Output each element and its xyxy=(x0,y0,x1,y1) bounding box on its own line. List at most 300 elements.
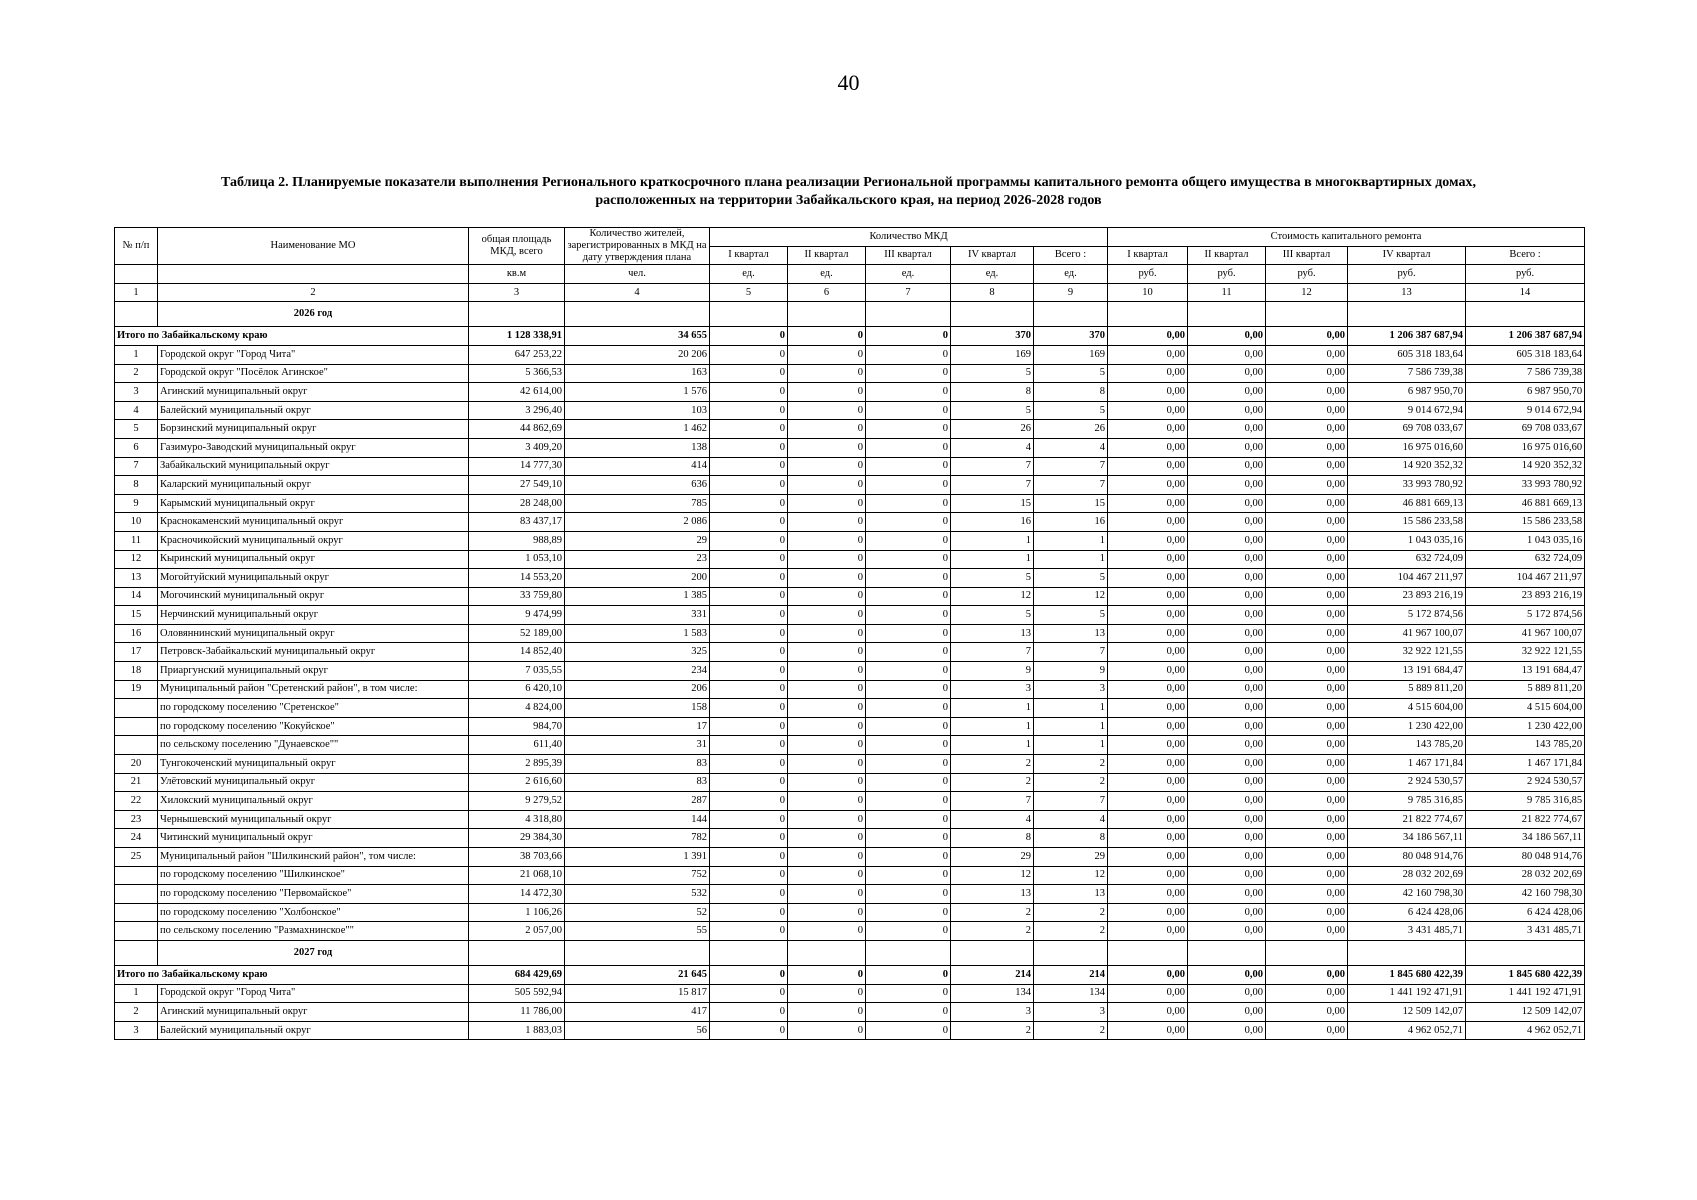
cell-mt: 13 xyxy=(1034,885,1108,904)
cell-m1: 0 xyxy=(710,1021,788,1040)
total-m2: 0 xyxy=(788,327,866,346)
cell-area: 52 189,00 xyxy=(469,624,565,643)
total-row xyxy=(115,965,1585,984)
page-number: 40 xyxy=(837,70,860,95)
cell-m3: 0 xyxy=(866,476,951,495)
table-row xyxy=(115,438,1585,457)
cell-m2: 0 xyxy=(788,829,866,848)
table-row xyxy=(115,643,1585,662)
cell-m4: 169 xyxy=(951,345,1034,364)
cell-ct: 6 987 950,70 xyxy=(1466,383,1585,402)
cell-c4: 143 785,20 xyxy=(1348,736,1466,755)
cell-ct: 5 889 811,20 xyxy=(1466,680,1585,699)
cell-c1: 0,00 xyxy=(1108,513,1188,532)
cell-c3: 0,00 xyxy=(1266,438,1348,457)
header-area: общая площадь МКД, всего xyxy=(469,228,565,265)
cell-res: 1 583 xyxy=(565,624,710,643)
cell-c4: 5 172 874,56 xyxy=(1348,606,1466,625)
cell-ct: 32 922 121,55 xyxy=(1466,643,1585,662)
column-number: 11 xyxy=(1188,283,1266,302)
table-row xyxy=(115,717,1585,736)
cell-c4: 28 032 202,69 xyxy=(1348,866,1466,885)
header-mkd-group: Количество МКД xyxy=(710,228,1108,247)
cell-m1: 0 xyxy=(710,531,788,550)
unit-cell: руб. xyxy=(1266,265,1348,284)
cell-ct: 4 515 604,00 xyxy=(1466,699,1585,718)
cell-m1: 0 xyxy=(710,866,788,885)
total-c2: 0,00 xyxy=(1188,327,1266,346)
cell-ct: 3 431 485,71 xyxy=(1466,922,1585,941)
unit-cell: ед. xyxy=(951,265,1034,284)
cell-res: 1 576 xyxy=(565,383,710,402)
cell-area: 14 852,40 xyxy=(469,643,565,662)
cell-c2: 0,00 xyxy=(1188,922,1266,941)
municipality-name: Городской округ "Город Чита" xyxy=(158,345,469,364)
column-number: 12 xyxy=(1266,283,1348,302)
unit-cell xyxy=(158,265,469,284)
cell-c1: 0,00 xyxy=(1108,717,1188,736)
cell-m2: 0 xyxy=(788,885,866,904)
table-row xyxy=(115,1021,1585,1040)
cell-mt: 4 xyxy=(1034,438,1108,457)
cell-c3: 0,00 xyxy=(1266,606,1348,625)
cell-m1: 0 xyxy=(710,755,788,774)
cell-c4: 21 822 774,67 xyxy=(1348,810,1466,829)
cell-c2: 0,00 xyxy=(1188,364,1266,383)
cell-c4: 41 967 100,07 xyxy=(1348,624,1466,643)
header-cost-group: Стоимость капитального ремонта xyxy=(1108,228,1585,247)
cell-mt: 7 xyxy=(1034,457,1108,476)
cell-c4: 7 586 739,38 xyxy=(1348,364,1466,383)
cell-c3: 0,00 xyxy=(1266,903,1348,922)
cell-c3: 0,00 xyxy=(1266,922,1348,941)
cell-c3: 0,00 xyxy=(1266,1021,1348,1040)
cell-mt: 7 xyxy=(1034,792,1108,811)
row-number xyxy=(115,699,158,718)
year-cell xyxy=(469,940,565,965)
cell-c3: 0,00 xyxy=(1266,345,1348,364)
cell-m4: 2 xyxy=(951,1021,1034,1040)
header-cost-q3: III квартал xyxy=(1266,246,1348,265)
cell-ct: 605 318 183,64 xyxy=(1466,345,1585,364)
cell-mt: 12 xyxy=(1034,866,1108,885)
cell-c1: 0,00 xyxy=(1108,792,1188,811)
municipality-name: по городскому поселению "Первомайское" xyxy=(158,885,469,904)
cell-c3: 0,00 xyxy=(1266,513,1348,532)
table-row xyxy=(115,680,1585,699)
table-row xyxy=(115,773,1585,792)
cell-c3: 0,00 xyxy=(1266,810,1348,829)
year-cell xyxy=(1266,940,1348,965)
cell-c2: 0,00 xyxy=(1188,810,1266,829)
column-number: 3 xyxy=(469,283,565,302)
cell-m1: 0 xyxy=(710,810,788,829)
row-number: 4 xyxy=(115,401,158,420)
cell-area: 14 472,30 xyxy=(469,885,565,904)
table-row xyxy=(115,922,1585,941)
year-cell xyxy=(866,302,951,327)
cell-ct: 13 191 684,47 xyxy=(1466,662,1585,681)
total-res: 21 645 xyxy=(565,965,710,984)
cell-ct: 632 724,09 xyxy=(1466,550,1585,569)
cell-m1: 0 xyxy=(710,984,788,1003)
cell-c3: 0,00 xyxy=(1266,569,1348,588)
cell-m2: 0 xyxy=(788,420,866,439)
cell-m2: 0 xyxy=(788,773,866,792)
cell-mt: 2 xyxy=(1034,922,1108,941)
municipality-name: Каларский муниципальный округ xyxy=(158,476,469,495)
cell-m1: 0 xyxy=(710,922,788,941)
row-number: 15 xyxy=(115,606,158,625)
cell-m4: 29 xyxy=(951,848,1034,867)
row-number xyxy=(115,885,158,904)
cell-c2: 0,00 xyxy=(1188,755,1266,774)
cell-c2: 0,00 xyxy=(1188,792,1266,811)
cell-c4: 6 987 950,70 xyxy=(1348,383,1466,402)
header-mkd-q4: IV квартал xyxy=(951,246,1034,265)
municipality-name: по сельскому поселению "Размахнинское"" xyxy=(158,922,469,941)
total-label: Итого по Забайкальскому краю xyxy=(115,965,469,984)
cell-m4: 2 xyxy=(951,922,1034,941)
table-row xyxy=(115,903,1585,922)
cell-res: 20 206 xyxy=(565,345,710,364)
cell-m3: 0 xyxy=(866,457,951,476)
year-cell xyxy=(866,940,951,965)
cell-c3: 0,00 xyxy=(1266,494,1348,513)
cell-m4: 26 xyxy=(951,420,1034,439)
cell-m2: 0 xyxy=(788,1021,866,1040)
row-number xyxy=(115,903,158,922)
cell-m2: 0 xyxy=(788,569,866,588)
table-row xyxy=(115,624,1585,643)
cell-c1: 0,00 xyxy=(1108,587,1188,606)
cell-m2: 0 xyxy=(788,476,866,495)
cell-m2: 0 xyxy=(788,531,866,550)
cell-c1: 0,00 xyxy=(1108,569,1188,588)
cell-res: 17 xyxy=(565,717,710,736)
table-row xyxy=(115,383,1585,402)
row-number: 13 xyxy=(115,569,158,588)
cell-mt: 1 xyxy=(1034,717,1108,736)
cell-c3: 0,00 xyxy=(1266,848,1348,867)
cell-c2: 0,00 xyxy=(1188,531,1266,550)
year-cell xyxy=(1034,302,1108,327)
municipality-name: Хилокский муниципальный округ xyxy=(158,792,469,811)
cell-ct: 41 967 100,07 xyxy=(1466,624,1585,643)
header-mkd-q1: I квартал xyxy=(710,246,788,265)
municipality-name: Агинский муниципальный округ xyxy=(158,383,469,402)
plan-table xyxy=(114,227,1585,1040)
cell-res: 163 xyxy=(565,364,710,383)
cell-m2: 0 xyxy=(788,643,866,662)
cell-c1: 0,00 xyxy=(1108,773,1188,792)
row-number: 21 xyxy=(115,773,158,792)
cell-m1: 0 xyxy=(710,885,788,904)
cell-m3: 0 xyxy=(866,1021,951,1040)
cell-c1: 0,00 xyxy=(1108,420,1188,439)
cell-mt: 5 xyxy=(1034,364,1108,383)
table-row xyxy=(115,606,1585,625)
cell-res: 532 xyxy=(565,885,710,904)
cell-c1: 0,00 xyxy=(1108,1003,1188,1022)
cell-c4: 32 922 121,55 xyxy=(1348,643,1466,662)
row-number: 1 xyxy=(115,345,158,364)
cell-c2: 0,00 xyxy=(1188,606,1266,625)
cell-res: 325 xyxy=(565,643,710,662)
cell-res: 200 xyxy=(565,569,710,588)
cell-c2: 0,00 xyxy=(1188,1003,1266,1022)
cell-c2: 0,00 xyxy=(1188,848,1266,867)
cell-c3: 0,00 xyxy=(1266,531,1348,550)
table-row xyxy=(115,345,1585,364)
cell-c4: 4 962 052,71 xyxy=(1348,1021,1466,1040)
cell-m2: 0 xyxy=(788,606,866,625)
municipality-name: по городскому поселению "Холбонское" xyxy=(158,903,469,922)
year-cell xyxy=(115,302,158,327)
table-row xyxy=(115,755,1585,774)
cell-m4: 12 xyxy=(951,587,1034,606)
cell-ct: 42 160 798,30 xyxy=(1466,885,1585,904)
row-number: 25 xyxy=(115,848,158,867)
cell-area: 611,40 xyxy=(469,736,565,755)
year-cell xyxy=(1348,940,1466,965)
year-cell xyxy=(1108,940,1188,965)
cell-c3: 0,00 xyxy=(1266,885,1348,904)
table-row xyxy=(115,457,1585,476)
municipality-name: Красночикойский муниципальный округ xyxy=(158,531,469,550)
cell-c2: 0,00 xyxy=(1188,1021,1266,1040)
cell-ct: 46 881 669,13 xyxy=(1466,494,1585,513)
unit-cell: ед. xyxy=(788,265,866,284)
cell-m2: 0 xyxy=(788,364,866,383)
cell-m1: 0 xyxy=(710,662,788,681)
cell-m4: 5 xyxy=(951,569,1034,588)
municipality-name: Нерчинский муниципальный округ xyxy=(158,606,469,625)
cell-ct: 16 975 016,60 xyxy=(1466,438,1585,457)
cell-c4: 1 230 422,00 xyxy=(1348,717,1466,736)
cell-ct: 2 924 530,57 xyxy=(1466,773,1585,792)
cell-m4: 3 xyxy=(951,1003,1034,1022)
cell-m4: 1 xyxy=(951,531,1034,550)
cell-area: 14 777,30 xyxy=(469,457,565,476)
header-mkd-total: Всего : xyxy=(1034,246,1108,265)
municipality-name: Читинский муниципальный округ xyxy=(158,829,469,848)
column-number: 2 xyxy=(158,283,469,302)
year-cell xyxy=(1466,940,1585,965)
cell-area: 29 384,30 xyxy=(469,829,565,848)
total-m1: 0 xyxy=(710,965,788,984)
column-number: 13 xyxy=(1348,283,1466,302)
cell-area: 1 106,26 xyxy=(469,903,565,922)
cell-m1: 0 xyxy=(710,494,788,513)
table-row xyxy=(115,1003,1585,1022)
cell-m2: 0 xyxy=(788,717,866,736)
row-number: 1 xyxy=(115,984,158,1003)
column-number: 9 xyxy=(1034,283,1108,302)
cell-c2: 0,00 xyxy=(1188,587,1266,606)
cell-c4: 9 785 316,85 xyxy=(1348,792,1466,811)
cell-c4: 4 515 604,00 xyxy=(1348,699,1466,718)
cell-m4: 7 xyxy=(951,643,1034,662)
cell-c4: 80 048 914,76 xyxy=(1348,848,1466,867)
cell-c1: 0,00 xyxy=(1108,531,1188,550)
cell-c2: 0,00 xyxy=(1188,345,1266,364)
cell-m4: 5 xyxy=(951,606,1034,625)
cell-m3: 0 xyxy=(866,773,951,792)
cell-c3: 0,00 xyxy=(1266,717,1348,736)
cell-res: 55 xyxy=(565,922,710,941)
cell-m1: 0 xyxy=(710,476,788,495)
total-mt: 214 xyxy=(1034,965,1108,984)
column-number: 1 xyxy=(115,283,158,302)
cell-res: 138 xyxy=(565,438,710,457)
cell-c2: 0,00 xyxy=(1188,643,1266,662)
year-cell xyxy=(565,302,710,327)
row-number: 2 xyxy=(115,364,158,383)
cell-m4: 1 xyxy=(951,699,1034,718)
cell-mt: 2 xyxy=(1034,903,1108,922)
cell-c1: 0,00 xyxy=(1108,606,1188,625)
cell-c2: 0,00 xyxy=(1188,383,1266,402)
row-number xyxy=(115,922,158,941)
cell-mt: 3 xyxy=(1034,1003,1108,1022)
total-c1: 0,00 xyxy=(1108,327,1188,346)
table-row xyxy=(115,569,1585,588)
cell-m4: 5 xyxy=(951,364,1034,383)
total-c3: 0,00 xyxy=(1266,327,1348,346)
unit-cell: руб. xyxy=(1188,265,1266,284)
cell-mt: 5 xyxy=(1034,606,1108,625)
cell-c3: 0,00 xyxy=(1266,401,1348,420)
total-mt: 370 xyxy=(1034,327,1108,346)
year-cell xyxy=(710,302,788,327)
year-cell xyxy=(788,302,866,327)
cell-m3: 0 xyxy=(866,364,951,383)
title-line-1: Таблица 2. Планируемые показатели выполнения Регионального краткосрочного плана реализации Региональной программы капитального ремонта общего имущества в многоквартирных домах, xyxy=(221,175,1476,190)
cell-c2: 0,00 xyxy=(1188,829,1266,848)
cell-ct: 34 186 567,11 xyxy=(1466,829,1585,848)
cell-c2: 0,00 xyxy=(1188,569,1266,588)
cell-area: 9 474,99 xyxy=(469,606,565,625)
cell-mt: 1 xyxy=(1034,699,1108,718)
cell-ct: 143 785,20 xyxy=(1466,736,1585,755)
cell-c3: 0,00 xyxy=(1266,984,1348,1003)
cell-m3: 0 xyxy=(866,885,951,904)
municipality-name: Оловяннинский муниципальный округ xyxy=(158,624,469,643)
cell-m3: 0 xyxy=(866,755,951,774)
year-cell xyxy=(565,940,710,965)
cell-c2: 0,00 xyxy=(1188,401,1266,420)
municipality-name: Краснокаменский муниципальный округ xyxy=(158,513,469,532)
table-row xyxy=(115,984,1585,1003)
cell-m2: 0 xyxy=(788,513,866,532)
row-number: 6 xyxy=(115,438,158,457)
row-number: 9 xyxy=(115,494,158,513)
cell-mt: 13 xyxy=(1034,624,1108,643)
cell-res: 414 xyxy=(565,457,710,476)
row-number: 3 xyxy=(115,1021,158,1040)
municipality-name: Агинский муниципальный округ xyxy=(158,1003,469,1022)
cell-m2: 0 xyxy=(788,401,866,420)
municipality-name: Городской округ "Посёлок Агинское" xyxy=(158,364,469,383)
unit-cell xyxy=(115,265,158,284)
row-number: 17 xyxy=(115,643,158,662)
cell-c3: 0,00 xyxy=(1266,364,1348,383)
cell-c3: 0,00 xyxy=(1266,383,1348,402)
municipality-name: Балейский муниципальный округ xyxy=(158,401,469,420)
cell-m1: 0 xyxy=(710,569,788,588)
cell-c1: 0,00 xyxy=(1108,624,1188,643)
total-label: Итого по Забайкальскому краю xyxy=(115,327,469,346)
row-number xyxy=(115,866,158,885)
total-c3: 0,00 xyxy=(1266,965,1348,984)
table-row xyxy=(115,810,1585,829)
cell-c4: 1 043 035,16 xyxy=(1348,531,1466,550)
row-number: 18 xyxy=(115,662,158,681)
cell-m1: 0 xyxy=(710,736,788,755)
cell-m3: 0 xyxy=(866,984,951,1003)
cell-mt: 2 xyxy=(1034,755,1108,774)
cell-m3: 0 xyxy=(866,717,951,736)
cell-m4: 12 xyxy=(951,866,1034,885)
cell-m4: 1 xyxy=(951,736,1034,755)
cell-c3: 0,00 xyxy=(1266,420,1348,439)
column-number: 4 xyxy=(565,283,710,302)
header-residents: Количество жителей, зарегистрированных в МКД на дату утверждения плана xyxy=(565,228,710,265)
cell-m3: 0 xyxy=(866,550,951,569)
cell-res: 234 xyxy=(565,662,710,681)
table-row xyxy=(115,736,1585,755)
cell-mt: 4 xyxy=(1034,810,1108,829)
cell-m1: 0 xyxy=(710,457,788,476)
cell-m3: 0 xyxy=(866,513,951,532)
cell-c2: 0,00 xyxy=(1188,903,1266,922)
municipality-name: Городской округ "Город Чита" xyxy=(158,984,469,1003)
cell-c4: 13 191 684,47 xyxy=(1348,662,1466,681)
row-number: 22 xyxy=(115,792,158,811)
cell-m4: 5 xyxy=(951,401,1034,420)
cell-res: 1 385 xyxy=(565,587,710,606)
municipality-name: Муниципальный район "Сретенский район", в том числе: xyxy=(158,680,469,699)
cell-m1: 0 xyxy=(710,699,788,718)
cell-res: 23 xyxy=(565,550,710,569)
cell-m3: 0 xyxy=(866,903,951,922)
total-m2: 0 xyxy=(788,965,866,984)
header-cost-q2: II квартал xyxy=(1188,246,1266,265)
cell-c1: 0,00 xyxy=(1108,401,1188,420)
cell-c2: 0,00 xyxy=(1188,513,1266,532)
cell-c4: 2 924 530,57 xyxy=(1348,773,1466,792)
cell-c3: 0,00 xyxy=(1266,550,1348,569)
year-cell xyxy=(710,940,788,965)
header-mkd-q3: III квартал xyxy=(866,246,951,265)
cell-m4: 1 xyxy=(951,550,1034,569)
cell-c3: 0,00 xyxy=(1266,699,1348,718)
cell-m1: 0 xyxy=(710,792,788,811)
cell-area: 14 553,20 xyxy=(469,569,565,588)
cell-c3: 0,00 xyxy=(1266,829,1348,848)
municipality-name: Балейский муниципальный округ xyxy=(158,1021,469,1040)
cell-ct: 69 708 033,67 xyxy=(1466,420,1585,439)
year-cell xyxy=(469,302,565,327)
cell-ct: 21 822 774,67 xyxy=(1466,810,1585,829)
cell-m1: 0 xyxy=(710,680,788,699)
cell-m1: 0 xyxy=(710,773,788,792)
cell-m2: 0 xyxy=(788,494,866,513)
cell-mt: 15 xyxy=(1034,494,1108,513)
cell-c3: 0,00 xyxy=(1266,587,1348,606)
year-cell xyxy=(1108,302,1188,327)
